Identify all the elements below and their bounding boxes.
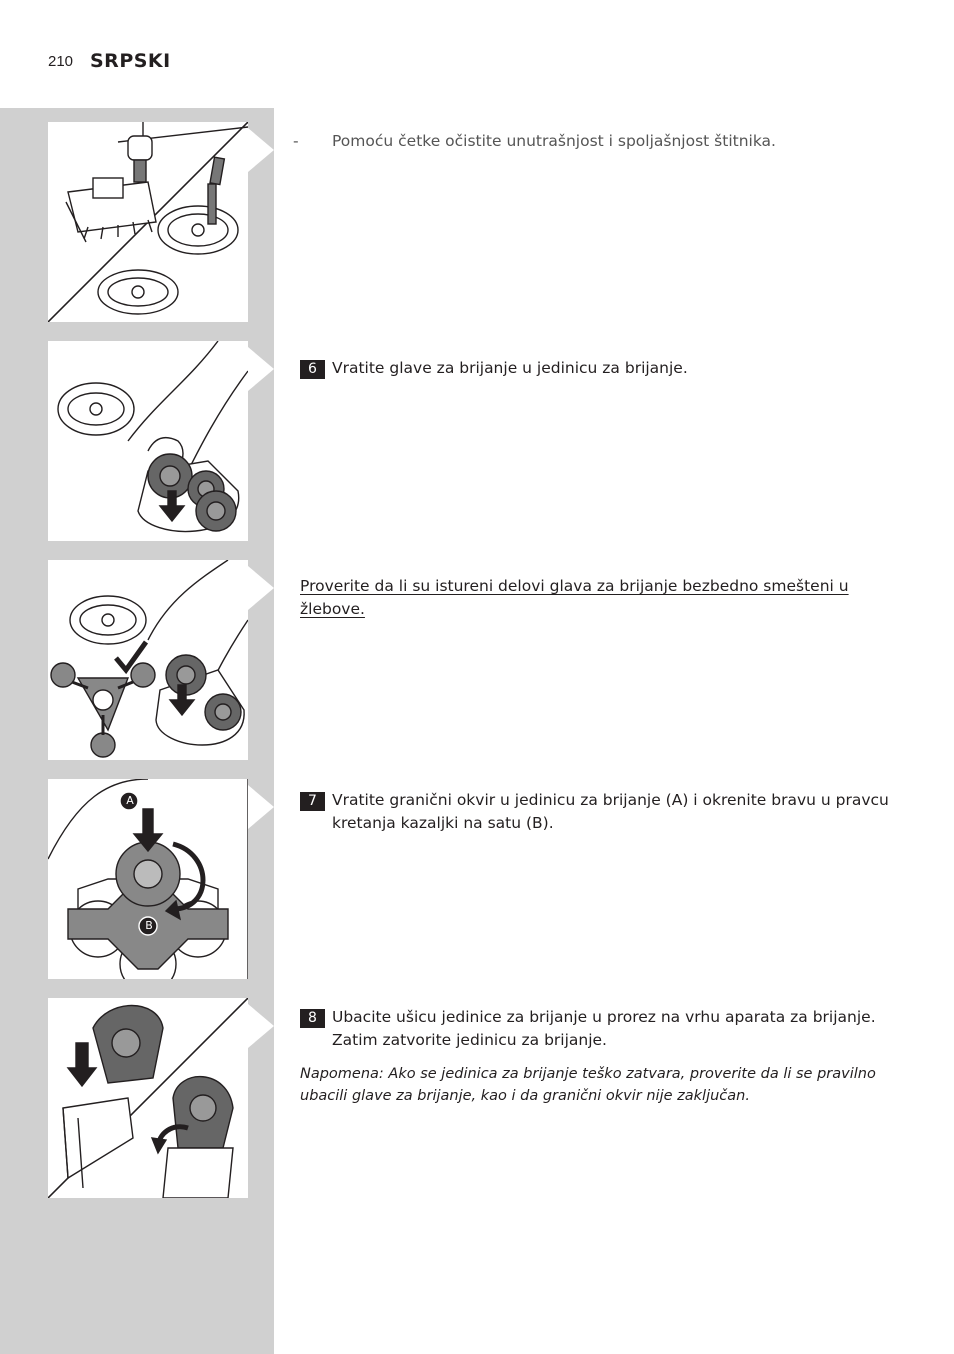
step-number: 8 [300, 1009, 325, 1028]
step-text: Ubacite ušicu jedinice za brijanje u prorez na vrhu aparata za brijanje. Zatim zatvorite jedinicu za brijanje. [332, 1008, 876, 1049]
step-7 [300, 789, 920, 835]
step-number: 6 [300, 360, 325, 379]
panel-pointer [248, 785, 274, 829]
panel-pointer [248, 128, 274, 172]
panel-pointer [248, 347, 274, 391]
page-number: 210 [48, 53, 74, 70]
bullet-dash: - [293, 132, 299, 150]
warning-body: Proverite da li su istureni delovi glava za brijanje bezbedno smešteni u žlebove. [300, 577, 849, 618]
label-b: B [145, 919, 153, 932]
note-text: Napomena: Ako se jedinica za brijanje teško zatvara, proverite da li se pravilno ubacili glave za brijanje, kao i da granični okvir nije zaključan. [300, 1066, 876, 1104]
label-a: A [126, 794, 134, 807]
warning-text [300, 575, 884, 621]
illustration-check-grooves [48, 560, 248, 760]
language-heading: SRPSKI [90, 50, 171, 72]
step-6 [300, 357, 920, 380]
step-text: Vratite glave za brijanje u jedinicu za brijanje. [332, 359, 688, 377]
panel-pointer [248, 1004, 274, 1048]
illustration-insert-heads [48, 341, 248, 541]
bullet-text: Pomoću četke očistite unutrašnjost i spoljašnjost štitnika. [332, 132, 776, 150]
illustration-retaining-frame [48, 779, 248, 979]
illustration-brush-cleaning [48, 122, 248, 322]
panel-pointer [248, 566, 274, 610]
step-8 [300, 1006, 920, 1052]
step-text: Vratite granični okvir u jedinicu za brijanje (A) i okrenite bravu u pravcu kretanja kazaljki na satu (B). [332, 791, 889, 832]
step-number: 7 [300, 792, 325, 811]
illustration-close-unit [48, 998, 248, 1198]
